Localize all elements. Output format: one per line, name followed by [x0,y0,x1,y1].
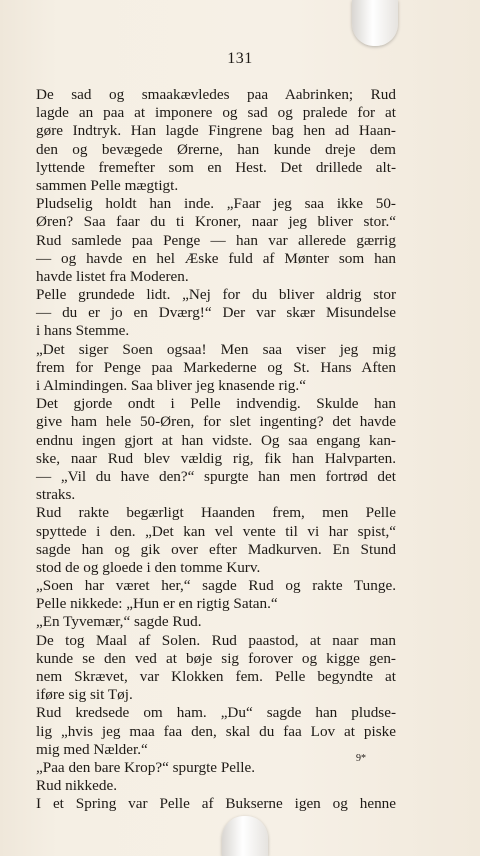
text-line: Rud samlede paa Penge — han var allerede gærrig [36,231,396,249]
text-line: „Det siger Soen ogsaa! Men saa viser jeg mig [36,340,396,358]
text-line: stod de og gloede i den tomme Kurv. [36,558,261,576]
text-line: i hans Stemme. [36,322,130,340]
text-line: nem Skrævet, var Klokken fem. Pelle begyndte at [36,668,396,685]
text-line: lyttende fremefter som en Hest. Det drillede alt- [36,158,396,176]
text-line: havde listet fra Moderen. [36,267,189,285]
text-line: Det gjorde ondt i Pelle indvendig. Skulde han [36,395,396,413]
body-text [36,86,396,814]
text-line: straks. [36,486,76,504]
text-line: — og havde en hel Æske fuld af Mønter som han [36,249,396,267]
text-line: sagde han og gik over efter Madkurven. En Stund [36,540,396,558]
text-line: Rud rakte begærligt Haanden frem, men Pelle [36,504,396,522]
text-line: „Soen har været her,“ sagde Rud og rakte Tunge. [36,577,396,595]
text-line: gøre Indtryk. Han lagde Fingrene bag hen ad Haan- [36,122,396,140]
text-line: De tog Maal af Solen. Rud paastod, at naar man [36,631,396,649]
page-number: 131 [227,50,253,67]
text-line: kunde se den ved at bøje sig forover og kigge gen- [36,649,396,667]
text-line: lig „hvis jeg maa faa den, skal du faa Lov at piske [36,722,396,740]
text-line: „Paa den bare Krop?“ spurgte Pelle. [36,758,256,776]
text-line: spyttede i den. „Det kan vel vente til vi har spist,“ [36,522,396,540]
text-line: frem for Penge paa Markederne og St. Hans Aften [36,358,396,376]
text-line: i Almindingen. Saa bliver jeg knasende rig.“ [36,377,306,394]
text-line: ske, naar Rud blev vældig rig, fik han Halvparten. [36,449,396,467]
text-line: lagde an paa at imponere og sad og pralede for at [36,104,396,122]
paper-clip-top [352,0,398,46]
text-line: De sad og smaakævledes paa Aabrinken; Rud [36,86,396,103]
text-line: Pludselig holdt han inde. „Faar jeg saa ikke 50- [36,195,396,213]
text-line: Rud nikkede. [36,777,117,795]
text-line: — du er jo en Dværg!“ Der var skær Misundelse [36,304,396,322]
text-line: sammen Pelle mægtigt. [36,176,179,194]
text-line: — „Vil du have den?“ spurgte han men fortrød det [36,467,396,485]
text-line: den og bevægede Ørerne, han kunde dreje dem [36,140,396,158]
text-line: „En Tyvemær,“ sagde Rud. [36,613,202,631]
text-line: endnu ingen gjort at han vidste. Og saa engang kan- [36,431,396,449]
text-line: iføre sig sit Tøj. [36,686,133,704]
paper-clip-bottom [222,816,268,856]
text-line: give ham hele 50-Øren, for slet ingenting? det havde [36,413,396,431]
text-line: Pelle nikkede: „Hun er en rigtig Satan.“ [36,595,278,613]
signature-mark: 9* [356,753,366,764]
text-line: Pelle grundede lidt. „Nej for du bliver aldrig stor [36,286,396,304]
text-line: I et Spring var Pelle af Bukserne igen og henne [36,795,396,813]
text-line: Rud kredsede om ham. „Du“ sagde han pludse- [36,704,396,722]
text-line: Øren? Saa faar du ti Kroner, naar jeg bliver stor.“ [36,213,396,231]
text-line: mig med Nælder.“ [36,740,148,758]
